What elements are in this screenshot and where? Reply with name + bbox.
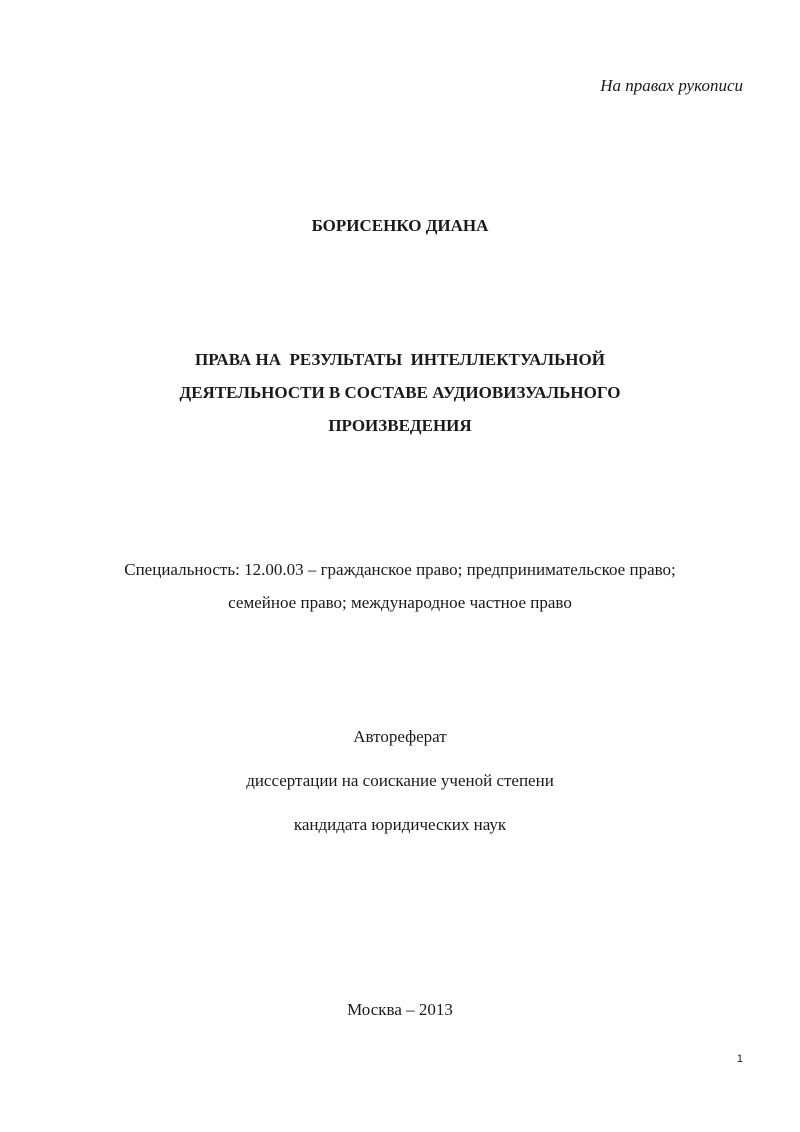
title-line: ПРАВА НА РЕЗУЛЬТАТЫ ИНТЕЛЛЕКТУАЛЬНОЙ bbox=[195, 350, 605, 369]
specialty-line: Специальность: 12.00.03 – гражданское право; предпринимательское право; bbox=[124, 560, 676, 579]
city-year: Москва – 2013 bbox=[347, 1000, 453, 1019]
title-line: ПРОИЗВЕДЕНИЯ bbox=[328, 416, 472, 435]
author-name: БОРИСЕНКО ДИАНА bbox=[311, 216, 489, 235]
abstract-type: Автореферат bbox=[353, 727, 447, 746]
page-number: 1 bbox=[736, 1053, 743, 1065]
abstract-purpose: диссертации на соискание ученой степени bbox=[246, 771, 554, 790]
dissertation-title bbox=[0, 343, 800, 442]
specialty-line: семейное право; международное частное право bbox=[228, 593, 572, 612]
abstract-degree: кандидата юридических наук bbox=[293, 815, 507, 834]
manuscript-rights-note: На правах рукописи bbox=[600, 76, 743, 95]
abstract-block bbox=[0, 726, 800, 858]
specialty-block bbox=[0, 553, 800, 619]
title-line: ДЕЯТЕЛЬНОСТИ В СОСТАВЕ АУДИОВИЗУАЛЬНОГО bbox=[179, 383, 621, 402]
